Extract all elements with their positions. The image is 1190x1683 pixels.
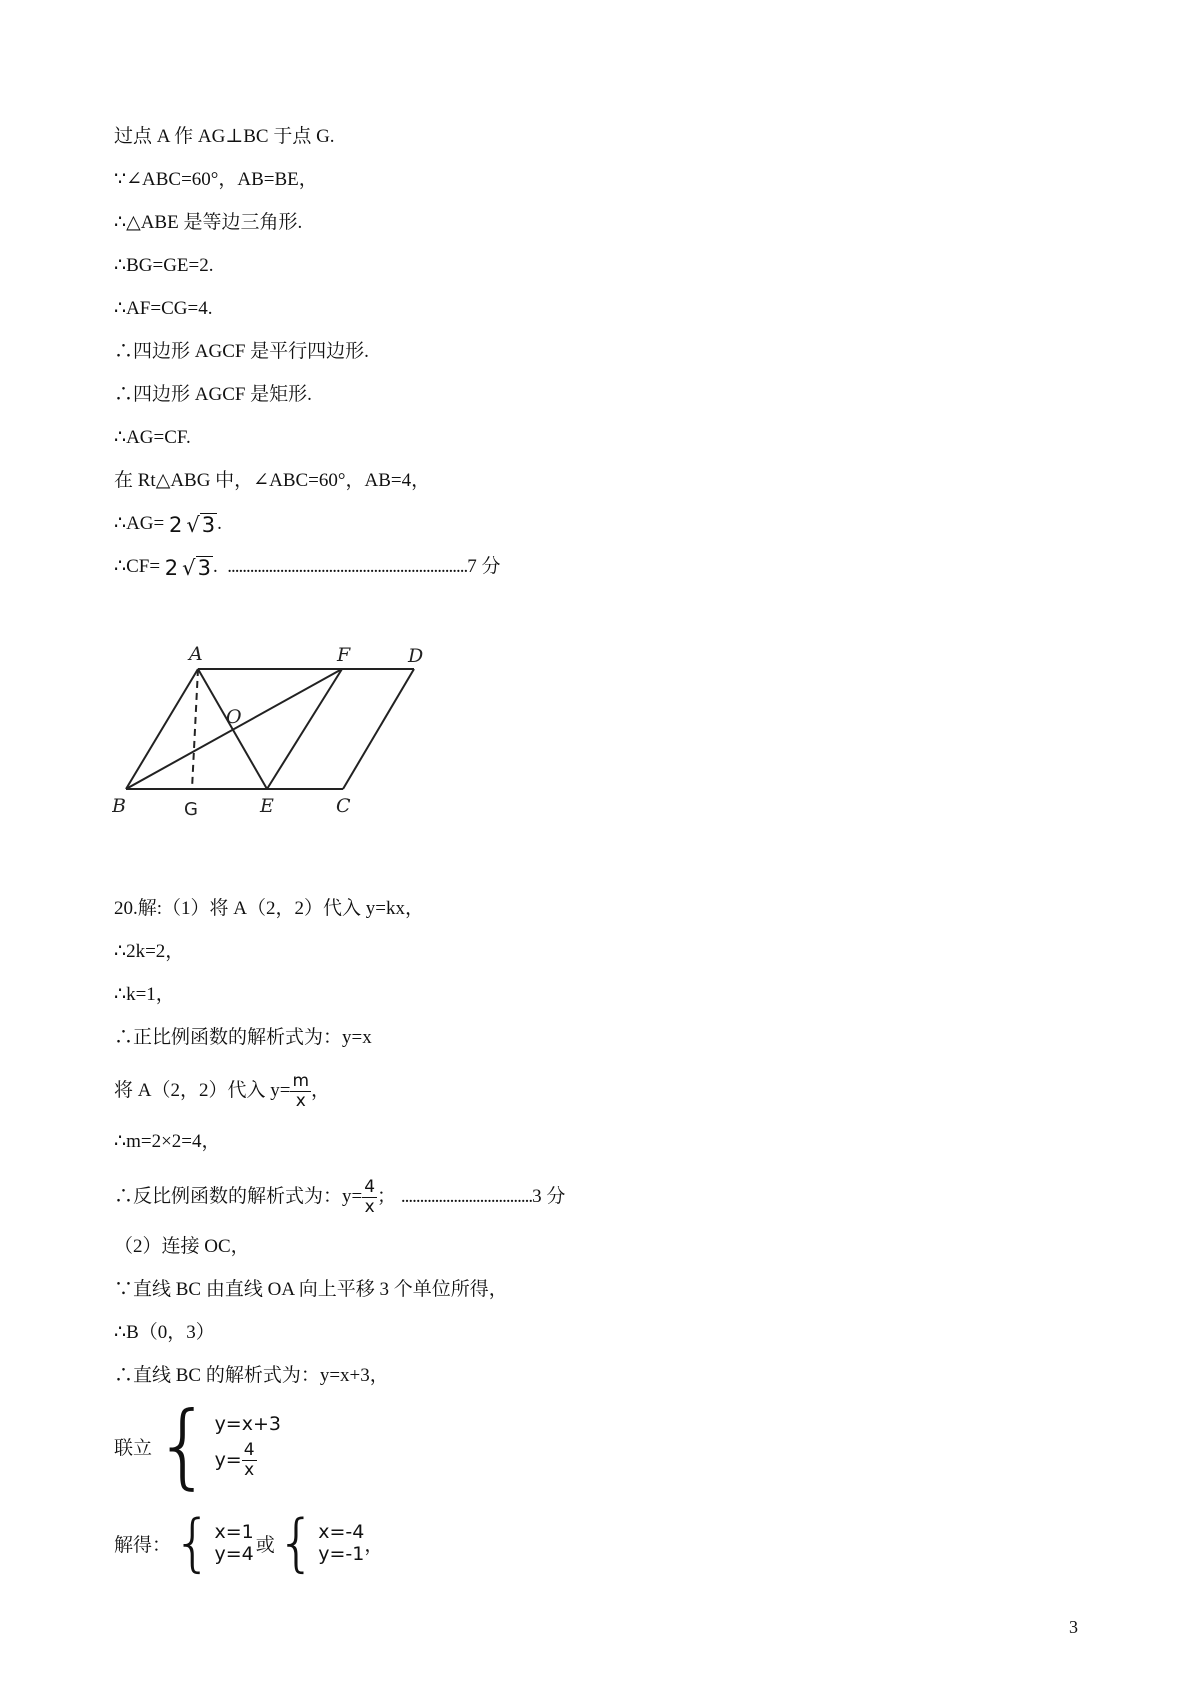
fraction-m-over-x bbox=[290, 1072, 311, 1111]
text-line: ∴△ABE 是等边三角形. bbox=[114, 212, 303, 233]
text-line: ∴正比例函数的解析式为：y=x bbox=[114, 1027, 372, 1048]
denominator: x bbox=[295, 1091, 306, 1111]
numerator: 4 bbox=[364, 1177, 376, 1197]
equation-1: y=x+3 bbox=[214, 1412, 281, 1435]
text-line: ∴四边形 AGCF 是平行四边形. bbox=[114, 341, 369, 362]
text-line: ∴直线 BC 的解析式为：y=x+3， bbox=[114, 1365, 389, 1386]
label-O: O bbox=[226, 706, 242, 728]
label-D: D bbox=[408, 645, 424, 667]
leader-dots: ................................... bbox=[400, 1185, 533, 1207]
text-line: 在 Rt△ABG 中，∠ABC=60°，AB=4， bbox=[114, 470, 431, 491]
label-E: E bbox=[260, 795, 274, 817]
left-brace: { bbox=[276, 1506, 317, 1579]
text-line: ∴2k=2， bbox=[114, 941, 185, 962]
ag-prefix: ∴AG= bbox=[114, 513, 169, 534]
inverse-function-line bbox=[114, 1178, 565, 1217]
text-line: ∴AF=CG=4. bbox=[114, 298, 213, 319]
text-line: ∴k=1， bbox=[114, 984, 175, 1005]
text-line: （2）连接 OC， bbox=[114, 1236, 250, 1257]
fraction-4-over-x bbox=[242, 1441, 257, 1480]
text-line: ∴B（0，3） bbox=[114, 1322, 215, 1343]
page-number: 3 bbox=[1069, 1617, 1078, 1637]
text-line: ∵直线 BC 由直线 OA 向上平移 3 个单位所得， bbox=[114, 1279, 508, 1300]
label-G: G bbox=[184, 799, 198, 820]
sqrt-symbol: √3 bbox=[182, 555, 211, 580]
two-root-three bbox=[165, 555, 213, 581]
two-root-three bbox=[169, 512, 217, 538]
left-brace: { bbox=[173, 1506, 213, 1579]
text-line: ∴BG=GE=2. bbox=[114, 255, 214, 276]
label-B: B bbox=[112, 795, 126, 817]
label-A: A bbox=[189, 643, 203, 665]
fraction-4-over-x bbox=[362, 1178, 377, 1217]
label-C: C bbox=[336, 795, 351, 817]
semicolon: ； bbox=[377, 1185, 397, 1207]
eq2-prefix: y= bbox=[214, 1448, 242, 1471]
ag-value-line bbox=[114, 511, 222, 538]
coefficient: 2 bbox=[169, 512, 183, 537]
denominator: x bbox=[364, 1197, 375, 1217]
score-label: 7 分 bbox=[467, 556, 501, 577]
solution-label: 解得： bbox=[114, 1534, 172, 1556]
text-line: 过点 A 作 AG⊥BC 于点 G. bbox=[114, 126, 335, 147]
numerator: 4 bbox=[243, 1439, 255, 1460]
segment-AB bbox=[126, 669, 198, 789]
text-line: ∴四边形 AGCF 是矩形. bbox=[114, 384, 312, 405]
coefficient: 2 bbox=[164, 555, 179, 580]
equation-system bbox=[114, 1392, 281, 1499]
comma: ， bbox=[311, 1079, 331, 1101]
system-equations bbox=[215, 1413, 281, 1480]
or-word: 或 bbox=[255, 1534, 275, 1556]
text-line: ∵∠ABC=60°，AB=BE， bbox=[114, 169, 318, 190]
cf-value-line bbox=[114, 554, 500, 581]
text-line: ∴AG=CF. bbox=[114, 427, 191, 448]
substitute-m-line bbox=[114, 1072, 330, 1111]
segment-FE bbox=[267, 669, 342, 789]
solution-1-y: y=4 bbox=[214, 1543, 254, 1565]
segment-BF bbox=[126, 669, 342, 789]
period: . bbox=[212, 556, 218, 577]
cf-prefix: ∴CF= bbox=[114, 556, 165, 577]
comma: ， bbox=[364, 1534, 384, 1556]
left-brace: { bbox=[154, 1392, 213, 1499]
text-line: ∴m=2×2=4， bbox=[114, 1131, 221, 1152]
equation-2 bbox=[215, 1441, 281, 1480]
radicand: 3 bbox=[201, 512, 216, 537]
sub-prefix: 将 A（2，2）代入 y= bbox=[114, 1079, 291, 1101]
segment-AG-dashed bbox=[192, 669, 198, 789]
solution-block bbox=[114, 1506, 384, 1579]
solution-1 bbox=[214, 1521, 253, 1565]
text-line: 20.解:（1）将 A（2，2）代入 y=kx， bbox=[114, 898, 424, 919]
parallelogram-figure bbox=[112, 640, 442, 830]
solution-2-x: x=-4 bbox=[318, 1521, 365, 1543]
radicand: 3 bbox=[197, 555, 211, 580]
solution-1-x: x=1 bbox=[214, 1521, 254, 1543]
numerator: m bbox=[292, 1071, 309, 1091]
period: . bbox=[217, 513, 222, 534]
sqrt-symbol: √3 bbox=[186, 512, 216, 537]
segment-DC bbox=[343, 669, 414, 789]
score-label: 3 分 bbox=[532, 1185, 566, 1207]
system-label: 联立 bbox=[114, 1437, 153, 1459]
solution-2 bbox=[318, 1521, 364, 1565]
label-F: F bbox=[337, 644, 351, 666]
leader-dots: ................................................................ bbox=[227, 556, 468, 577]
inv-prefix: ∴反比例函数的解析式为：y= bbox=[114, 1185, 363, 1207]
solution-2-y: y=-1 bbox=[318, 1543, 365, 1565]
denominator: x bbox=[244, 1459, 255, 1480]
